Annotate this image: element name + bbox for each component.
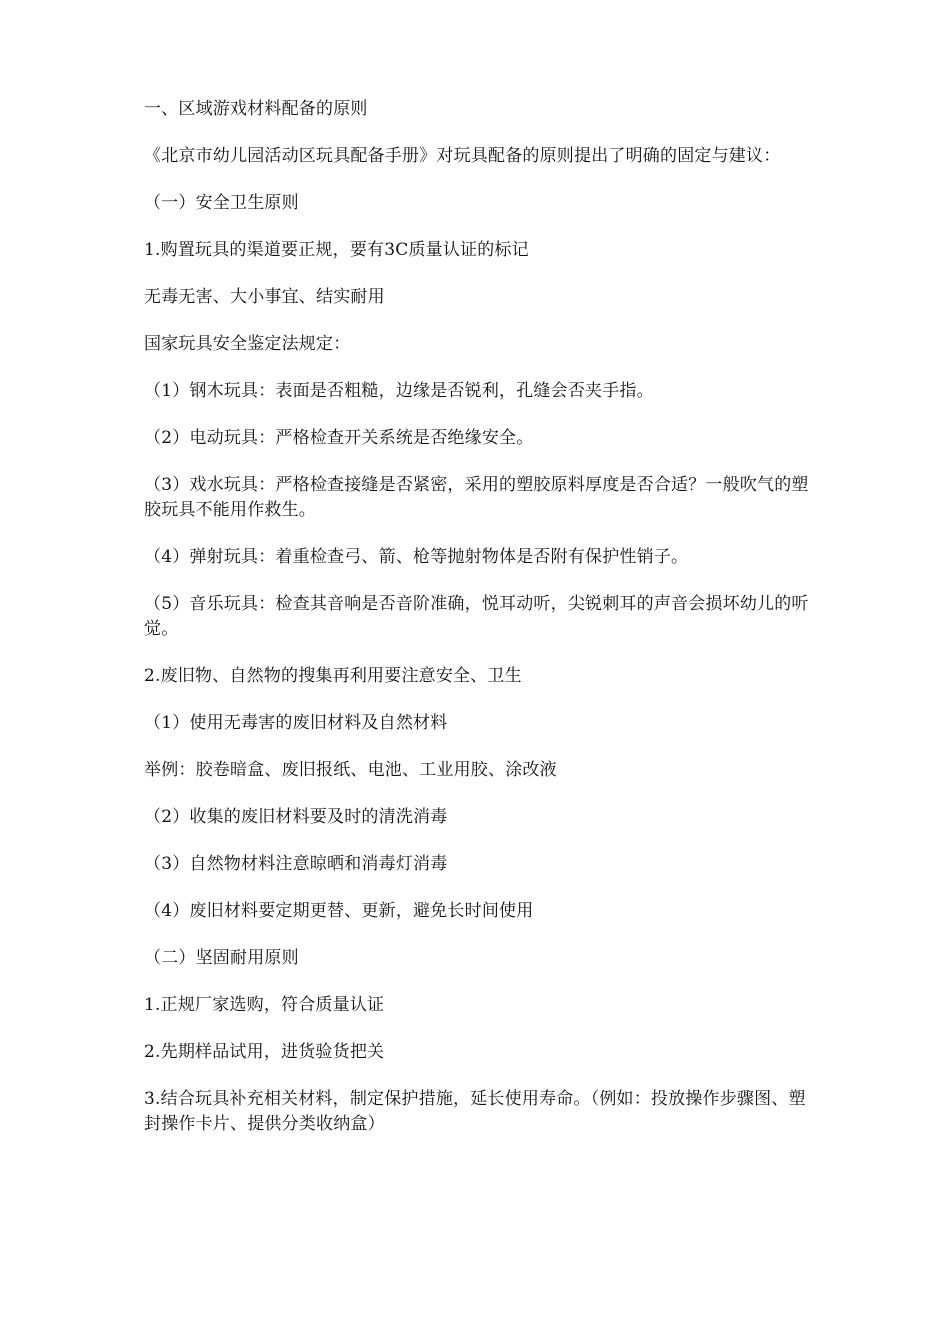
intro-paragraph: 《北京市幼儿园活动区玩具配备手册》对玩具配备的原则提出了明确的固定与建议： bbox=[144, 146, 781, 166]
paragraph: 举例：胶卷暗盒、废旧报纸、电池、工业用胶、涂改液 bbox=[144, 760, 557, 780]
list-item: （3）戏水玩具：严格检查接缝是否紧密，采用的塑胶原料厚度是否合适？一般吹气的塑胶玩具不能用作救生。 bbox=[144, 475, 809, 520]
list-item: （4）弹射玩具：着重检查弓、箭、枪等抛射物体是否附有保护性销子。 bbox=[144, 547, 689, 567]
paragraph: 1.购置玩具的渠道要正规，要有3C质量认证的标记 bbox=[144, 240, 529, 260]
document-body bbox=[144, 97, 812, 1159]
paragraph: 2.先期样品试用，进货验货把关 bbox=[144, 1042, 385, 1062]
paragraph: 3.结合玩具补充相关材料，制定保护措施，延长使用寿命。（例如：投放操作步骤图、塑封操作卡片、提供分类收纳盒） bbox=[144, 1089, 806, 1134]
paragraph: 2.废旧物、自然物的搜集再利用要注意安全、卫生 bbox=[144, 666, 522, 686]
list-item: （2）电动玩具：严格检查开关系统是否绝缘安全。 bbox=[144, 428, 534, 448]
paragraph: 1.正规厂家选购，符合质量认证 bbox=[144, 995, 385, 1015]
list-item: （1）使用无毒害的废旧材料及自然材料 bbox=[144, 713, 448, 733]
subsection-heading-safety: （一）安全卫生原则 bbox=[144, 193, 299, 213]
list-item: （5）音乐玩具：检查其音响是否音阶准确，悦耳动听，尖锐刺耳的声音会损坏幼儿的听觉。 bbox=[144, 594, 809, 639]
subsection-heading-durability: （二）坚固耐用原则 bbox=[144, 948, 299, 968]
paragraph: 国家玩具安全鉴定法规定： bbox=[144, 334, 351, 354]
list-item: （1）钢木玩具：表面是否粗糙，边缘是否锐利，孔缝会否夹手指。 bbox=[144, 381, 654, 401]
section-heading: 一、区域游戏材料配备的原则 bbox=[144, 99, 368, 119]
list-item: （4）废旧材料要定期更替、更新，避免长时间使用 bbox=[144, 901, 534, 921]
paragraph: 无毒无害、大小事宜、结实耐用 bbox=[144, 287, 385, 307]
list-item: （2）收集的废旧材料要及时的清洗消毒 bbox=[144, 807, 448, 827]
list-item: （3）自然物材料注意晾晒和消毒灯消毒 bbox=[144, 854, 448, 874]
